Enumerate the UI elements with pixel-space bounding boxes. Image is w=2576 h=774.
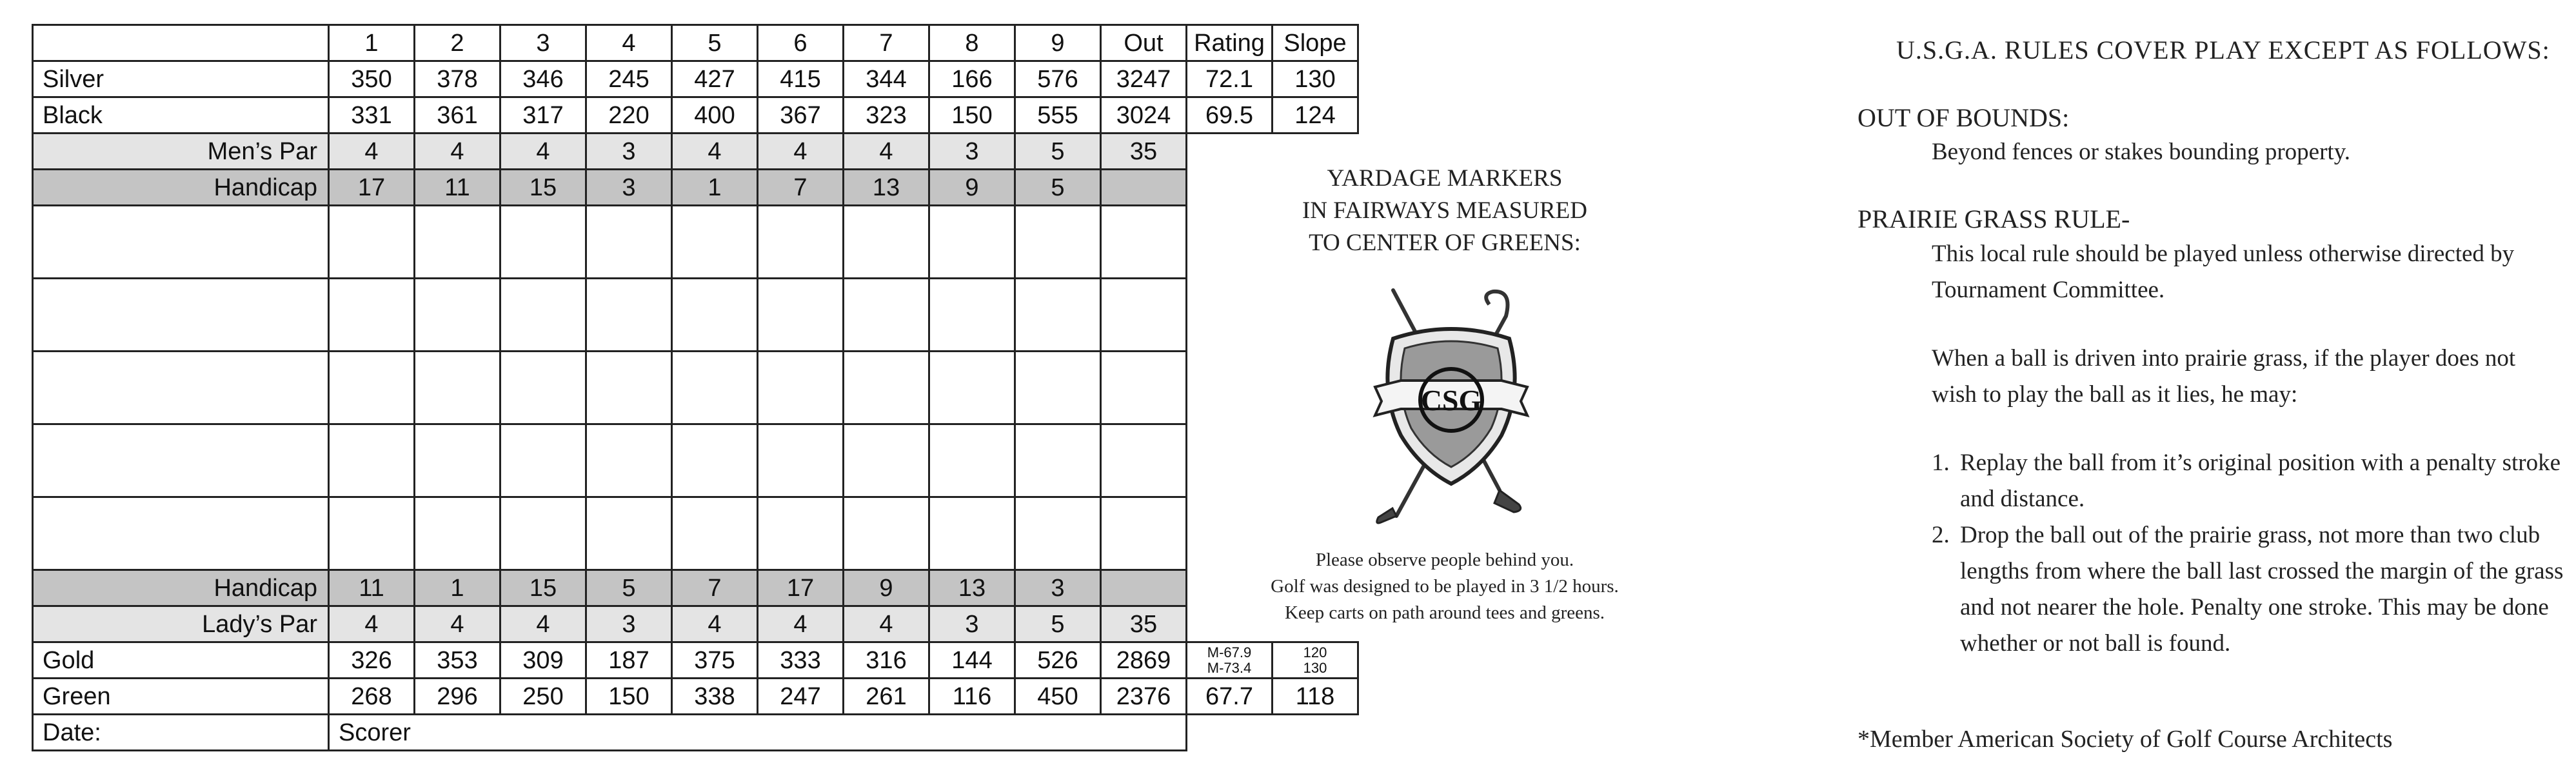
black-out: 3024 bbox=[1101, 97, 1187, 134]
gold-yards-7: 316 bbox=[844, 642, 929, 679]
score-field-7[interactable] bbox=[844, 352, 929, 424]
gold-rating-line2: M-73.4 bbox=[1207, 659, 1252, 676]
hole-4-header: 4 bbox=[586, 25, 672, 61]
green-yards-2: 296 bbox=[415, 679, 500, 715]
hole-8-header: 8 bbox=[929, 25, 1015, 61]
mens-handicap-out bbox=[1101, 170, 1187, 206]
score-field-4[interactable] bbox=[586, 352, 672, 424]
ladies-handicap-label: Handicap bbox=[33, 570, 329, 606]
ladies-par-9: 5 bbox=[1015, 606, 1101, 642]
mens-handicap-2: 11 bbox=[415, 170, 500, 206]
ladies-par-row bbox=[33, 606, 1358, 642]
header-row bbox=[33, 25, 1358, 61]
gold-yards-5: 375 bbox=[672, 642, 758, 679]
silver-yards-7: 344 bbox=[844, 61, 929, 97]
ladies-handicap-6: 17 bbox=[758, 570, 844, 606]
score-field-8[interactable] bbox=[929, 424, 1015, 497]
pace-note-line: Please observe people behind you. bbox=[1315, 550, 1574, 570]
pace-note-line: Keep carts on path around tees and greens. bbox=[1284, 602, 1605, 623]
hole-3-header: 3 bbox=[500, 25, 586, 61]
green-yards-5: 338 bbox=[672, 679, 758, 715]
ladies-handicap-1: 11 bbox=[329, 570, 415, 606]
pace-note-line: Golf was designed to be played in 3 1/2 hours. bbox=[1271, 576, 1619, 597]
rating-header: Rating bbox=[1187, 25, 1273, 61]
ladies-handicap-9: 3 bbox=[1015, 570, 1101, 606]
score-field-8[interactable] bbox=[929, 279, 1015, 352]
prairie-grass-paragraph-2: When a ball is driven into prairie grass, if the player does not wish to play the ball as it lies, he may: bbox=[1932, 345, 2516, 408]
yardage-note-line: YARDAGE MARKERS bbox=[1327, 165, 1563, 192]
mens-handicap-3: 15 bbox=[500, 170, 586, 206]
black-label: Black bbox=[33, 97, 329, 134]
score-field-4[interactable] bbox=[586, 206, 672, 279]
score-field-7[interactable] bbox=[844, 206, 929, 279]
silver-yards-3: 346 bbox=[500, 61, 586, 97]
player-score-row bbox=[33, 206, 1358, 279]
asgca-footnote: *Member American Society of Golf Course Architects bbox=[1858, 726, 2393, 753]
hole-9-header: 9 bbox=[1015, 25, 1101, 61]
score-field-4[interactable] bbox=[586, 497, 672, 570]
black-yards-6: 367 bbox=[758, 97, 844, 134]
ladies-par-2: 4 bbox=[415, 606, 500, 642]
date-field[interactable]: Date: bbox=[33, 715, 329, 751]
green-yards-6: 247 bbox=[758, 679, 844, 715]
score-field-8[interactable] bbox=[929, 497, 1015, 570]
score-field-6[interactable] bbox=[758, 352, 844, 424]
gold-yards-6: 333 bbox=[758, 642, 844, 679]
score-field-1[interactable] bbox=[329, 497, 415, 570]
prairie-grass-paragraph-1: This local rule should be played unless otherwise directed by Tournament Committee. bbox=[1932, 241, 2515, 303]
score-field-1[interactable] bbox=[329, 206, 415, 279]
club-head-bottom bbox=[1494, 490, 1521, 512]
mens-handicap-1: 17 bbox=[329, 170, 415, 206]
ladies-handicap-7: 9 bbox=[844, 570, 929, 606]
mens-par-7: 4 bbox=[844, 134, 929, 170]
player-score-row bbox=[33, 497, 1358, 570]
ladies-handicap-8: 13 bbox=[929, 570, 1015, 606]
ladies-par-1: 4 bbox=[329, 606, 415, 642]
player-name-field[interactable] bbox=[33, 279, 329, 352]
score-field-9[interactable] bbox=[1015, 352, 1101, 424]
prairie-grass-title: PRAIRIE GRASS RULE- bbox=[1858, 204, 2130, 233]
silver-slope: 130 bbox=[1273, 61, 1358, 97]
gold-slope bbox=[1273, 642, 1358, 679]
score-field-4[interactable] bbox=[586, 424, 672, 497]
mens-handicap-label: Handicap bbox=[33, 170, 329, 206]
mens-par-5: 4 bbox=[672, 134, 758, 170]
mens-handicap-5: 1 bbox=[672, 170, 758, 206]
ladies-handicap-out bbox=[1101, 570, 1187, 606]
gold-yards-4: 187 bbox=[586, 642, 672, 679]
mens-handicap-8: 9 bbox=[929, 170, 1015, 206]
gold-yards-2: 353 bbox=[415, 642, 500, 679]
score-field-9[interactable] bbox=[1015, 279, 1101, 352]
list-item-text: Drop the ball out of the prairie grass, not more than two club lengths from where the ball last crossed the margin of the grass and not nearer the hole. Penalty one stroke. This may be done whether or not ball is found. bbox=[1960, 522, 2564, 657]
silver-yards-9: 576 bbox=[1015, 61, 1101, 97]
black-yards-5: 400 bbox=[672, 97, 758, 134]
gold-rating bbox=[1187, 642, 1273, 679]
score-field-4[interactable] bbox=[586, 279, 672, 352]
list-item-text: Replay the ball from it’s original position with a penalty stroke and distance. bbox=[1960, 450, 2561, 512]
player-name-field[interactable] bbox=[33, 497, 329, 570]
score-field-out[interactable] bbox=[1101, 424, 1187, 497]
black-yards-9: 555 bbox=[1015, 97, 1101, 134]
mens-par-label: Men’s Par bbox=[33, 134, 329, 170]
club-head-left bbox=[1377, 508, 1396, 523]
silver-out: 3247 bbox=[1101, 61, 1187, 97]
green-yards-7: 261 bbox=[844, 679, 929, 715]
hole-6-header: 6 bbox=[758, 25, 844, 61]
ladies-handicap-row bbox=[33, 570, 1358, 606]
gold-slope-line2: 130 bbox=[1303, 659, 1327, 676]
crest-crossed-clubs-icon bbox=[1367, 277, 1535, 535]
ladies-par-3: 4 bbox=[500, 606, 586, 642]
score-field-3[interactable] bbox=[500, 279, 586, 352]
mens-par-4: 3 bbox=[586, 134, 672, 170]
gold-rating-line1: M-67.9 bbox=[1207, 644, 1252, 661]
silver-rating: 72.1 bbox=[1187, 61, 1273, 97]
prairie-grass-options bbox=[1932, 445, 2564, 662]
silver-yards-8: 166 bbox=[929, 61, 1015, 97]
score-field-9[interactable] bbox=[1015, 497, 1101, 570]
mens-handicap-row bbox=[33, 170, 1358, 206]
header-corner-cell bbox=[33, 25, 329, 61]
yardage-note-line: IN FAIRWAYS MEASURED bbox=[1302, 197, 1587, 224]
ladies-par-label: Lady’s Par bbox=[33, 606, 329, 642]
player-name-field[interactable] bbox=[33, 206, 329, 279]
score-field-5[interactable] bbox=[672, 279, 758, 352]
hole-7-header: 7 bbox=[844, 25, 929, 61]
score-field-5[interactable] bbox=[672, 206, 758, 279]
gold-yards-8: 144 bbox=[929, 642, 1015, 679]
silver-yards-2: 378 bbox=[415, 61, 500, 97]
silver-yards-5: 427 bbox=[672, 61, 758, 97]
black-tee-row bbox=[33, 97, 1358, 134]
score-field-8[interactable] bbox=[929, 352, 1015, 424]
score-field-6[interactable] bbox=[758, 424, 844, 497]
score-field-out[interactable] bbox=[1101, 497, 1187, 570]
score-field-6[interactable] bbox=[758, 497, 844, 570]
green-yards-8: 116 bbox=[929, 679, 1015, 715]
score-field-5[interactable] bbox=[672, 497, 758, 570]
score-field-6[interactable] bbox=[758, 206, 844, 279]
ladies-handicap-5: 7 bbox=[672, 570, 758, 606]
date-scorer-row bbox=[33, 715, 1358, 751]
ladies-par-7: 4 bbox=[844, 606, 929, 642]
list-item bbox=[1932, 445, 2564, 517]
black-yards-4: 220 bbox=[586, 97, 672, 134]
score-field-9[interactable] bbox=[1015, 206, 1101, 279]
ladies-handicap-3: 15 bbox=[500, 570, 586, 606]
mens-par-3: 4 bbox=[500, 134, 586, 170]
score-field-out[interactable] bbox=[1101, 279, 1187, 352]
black-yards-2: 361 bbox=[415, 97, 500, 134]
mens-par-out: 35 bbox=[1101, 134, 1187, 170]
score-field-7[interactable] bbox=[844, 424, 929, 497]
list-item bbox=[1932, 517, 2564, 662]
out-of-bounds-title: OUT OF BOUNDS: bbox=[1858, 103, 2070, 132]
score-field-out[interactable] bbox=[1101, 206, 1187, 279]
score-field-8[interactable] bbox=[929, 206, 1015, 279]
scorecard-table bbox=[32, 24, 1359, 751]
gold-out: 2869 bbox=[1101, 642, 1187, 679]
green-rating: 67.7 bbox=[1187, 679, 1273, 715]
score-field-3[interactable] bbox=[500, 424, 586, 497]
yardage-note-line: TO CENTER OF GREENS: bbox=[1309, 230, 1581, 256]
crest-monogram: CSG bbox=[1420, 384, 1482, 417]
score-field-5[interactable] bbox=[672, 352, 758, 424]
black-yards-7: 323 bbox=[844, 97, 929, 134]
score-field-2[interactable] bbox=[415, 497, 500, 570]
score-field-5[interactable] bbox=[672, 424, 758, 497]
green-out: 2376 bbox=[1101, 679, 1187, 715]
green-slope: 118 bbox=[1273, 679, 1358, 715]
ladies-par-out: 35 bbox=[1101, 606, 1187, 642]
mens-par-2: 4 bbox=[415, 134, 500, 170]
black-yards-8: 150 bbox=[929, 97, 1015, 134]
mens-handicap-9: 5 bbox=[1015, 170, 1101, 206]
score-field-2[interactable] bbox=[415, 279, 500, 352]
silver-label: Silver bbox=[33, 61, 329, 97]
ladies-par-6: 4 bbox=[758, 606, 844, 642]
score-field-3[interactable] bbox=[500, 352, 586, 424]
ladies-handicap-2: 1 bbox=[415, 570, 500, 606]
player-name-field[interactable] bbox=[33, 352, 329, 424]
scorer-field[interactable]: Scorer bbox=[329, 715, 1187, 751]
green-tee-row bbox=[33, 679, 1358, 715]
ladies-handicap-4: 5 bbox=[586, 570, 672, 606]
player-score-row bbox=[33, 279, 1358, 352]
silver-yards-4: 245 bbox=[586, 61, 672, 97]
mens-handicap-4: 3 bbox=[586, 170, 672, 206]
list-item-number: 1. bbox=[1932, 450, 1950, 476]
score-field-out[interactable] bbox=[1101, 352, 1187, 424]
out-of-bounds-text: Beyond fences or stakes bounding property. bbox=[1932, 139, 2351, 165]
mens-par-8: 3 bbox=[929, 134, 1015, 170]
rules-heading: U.S.G.A. RULES COVER PLAY EXCEPT AS FOLLOWS: bbox=[1896, 35, 2550, 64]
score-field-2[interactable] bbox=[415, 424, 500, 497]
score-field-7[interactable] bbox=[844, 497, 929, 570]
hole-1-header: 1 bbox=[329, 25, 415, 61]
mens-handicap-7: 13 bbox=[844, 170, 929, 206]
ladies-par-8: 3 bbox=[929, 606, 1015, 642]
silver-yards-1: 350 bbox=[329, 61, 415, 97]
score-field-9[interactable] bbox=[1015, 424, 1101, 497]
gold-yards-1: 326 bbox=[329, 642, 415, 679]
score-field-7[interactable] bbox=[844, 279, 929, 352]
hole-5-header: 5 bbox=[672, 25, 758, 61]
score-field-3[interactable] bbox=[500, 206, 586, 279]
green-yards-9: 450 bbox=[1015, 679, 1101, 715]
gold-label: Gold bbox=[33, 642, 329, 679]
mens-par-1: 4 bbox=[329, 134, 415, 170]
pace-of-play-notes bbox=[1225, 547, 1664, 626]
player-score-row bbox=[33, 424, 1358, 497]
mens-par-6: 4 bbox=[758, 134, 844, 170]
hole-2-header: 2 bbox=[415, 25, 500, 61]
player-name-field[interactable] bbox=[33, 424, 329, 497]
score-field-3[interactable] bbox=[500, 497, 586, 570]
score-field-1[interactable] bbox=[329, 352, 415, 424]
score-field-2[interactable] bbox=[415, 206, 500, 279]
green-yards-1: 268 bbox=[329, 679, 415, 715]
black-rating: 69.5 bbox=[1187, 97, 1273, 134]
score-field-2[interactable] bbox=[415, 352, 500, 424]
score-field-6[interactable] bbox=[758, 279, 844, 352]
green-yards-3: 250 bbox=[500, 679, 586, 715]
gold-slope-line1: 120 bbox=[1303, 644, 1327, 661]
out-header: Out bbox=[1101, 25, 1187, 61]
mens-par-9: 5 bbox=[1015, 134, 1101, 170]
green-label: Green bbox=[33, 679, 329, 715]
mens-par-row bbox=[33, 134, 1358, 170]
silver-yards-6: 415 bbox=[758, 61, 844, 97]
gold-yards-9: 526 bbox=[1015, 642, 1101, 679]
black-yards-1: 331 bbox=[329, 97, 415, 134]
list-item-number: 2. bbox=[1932, 522, 1950, 548]
score-field-1[interactable] bbox=[329, 424, 415, 497]
gold-tee-row bbox=[33, 642, 1358, 679]
club-hook-top bbox=[1486, 292, 1507, 316]
green-yards-4: 150 bbox=[586, 679, 672, 715]
silver-tee-row bbox=[33, 61, 1358, 97]
black-slope: 124 bbox=[1273, 97, 1358, 134]
ladies-par-4: 3 bbox=[586, 606, 672, 642]
player-score-row bbox=[33, 352, 1358, 424]
mens-handicap-6: 7 bbox=[758, 170, 844, 206]
slope-header: Slope bbox=[1273, 25, 1358, 61]
ladies-par-5: 4 bbox=[672, 606, 758, 642]
black-yards-3: 317 bbox=[500, 97, 586, 134]
gold-yards-3: 309 bbox=[500, 642, 586, 679]
score-field-1[interactable] bbox=[329, 279, 415, 352]
yardage-markers-note bbox=[1264, 163, 1625, 259]
